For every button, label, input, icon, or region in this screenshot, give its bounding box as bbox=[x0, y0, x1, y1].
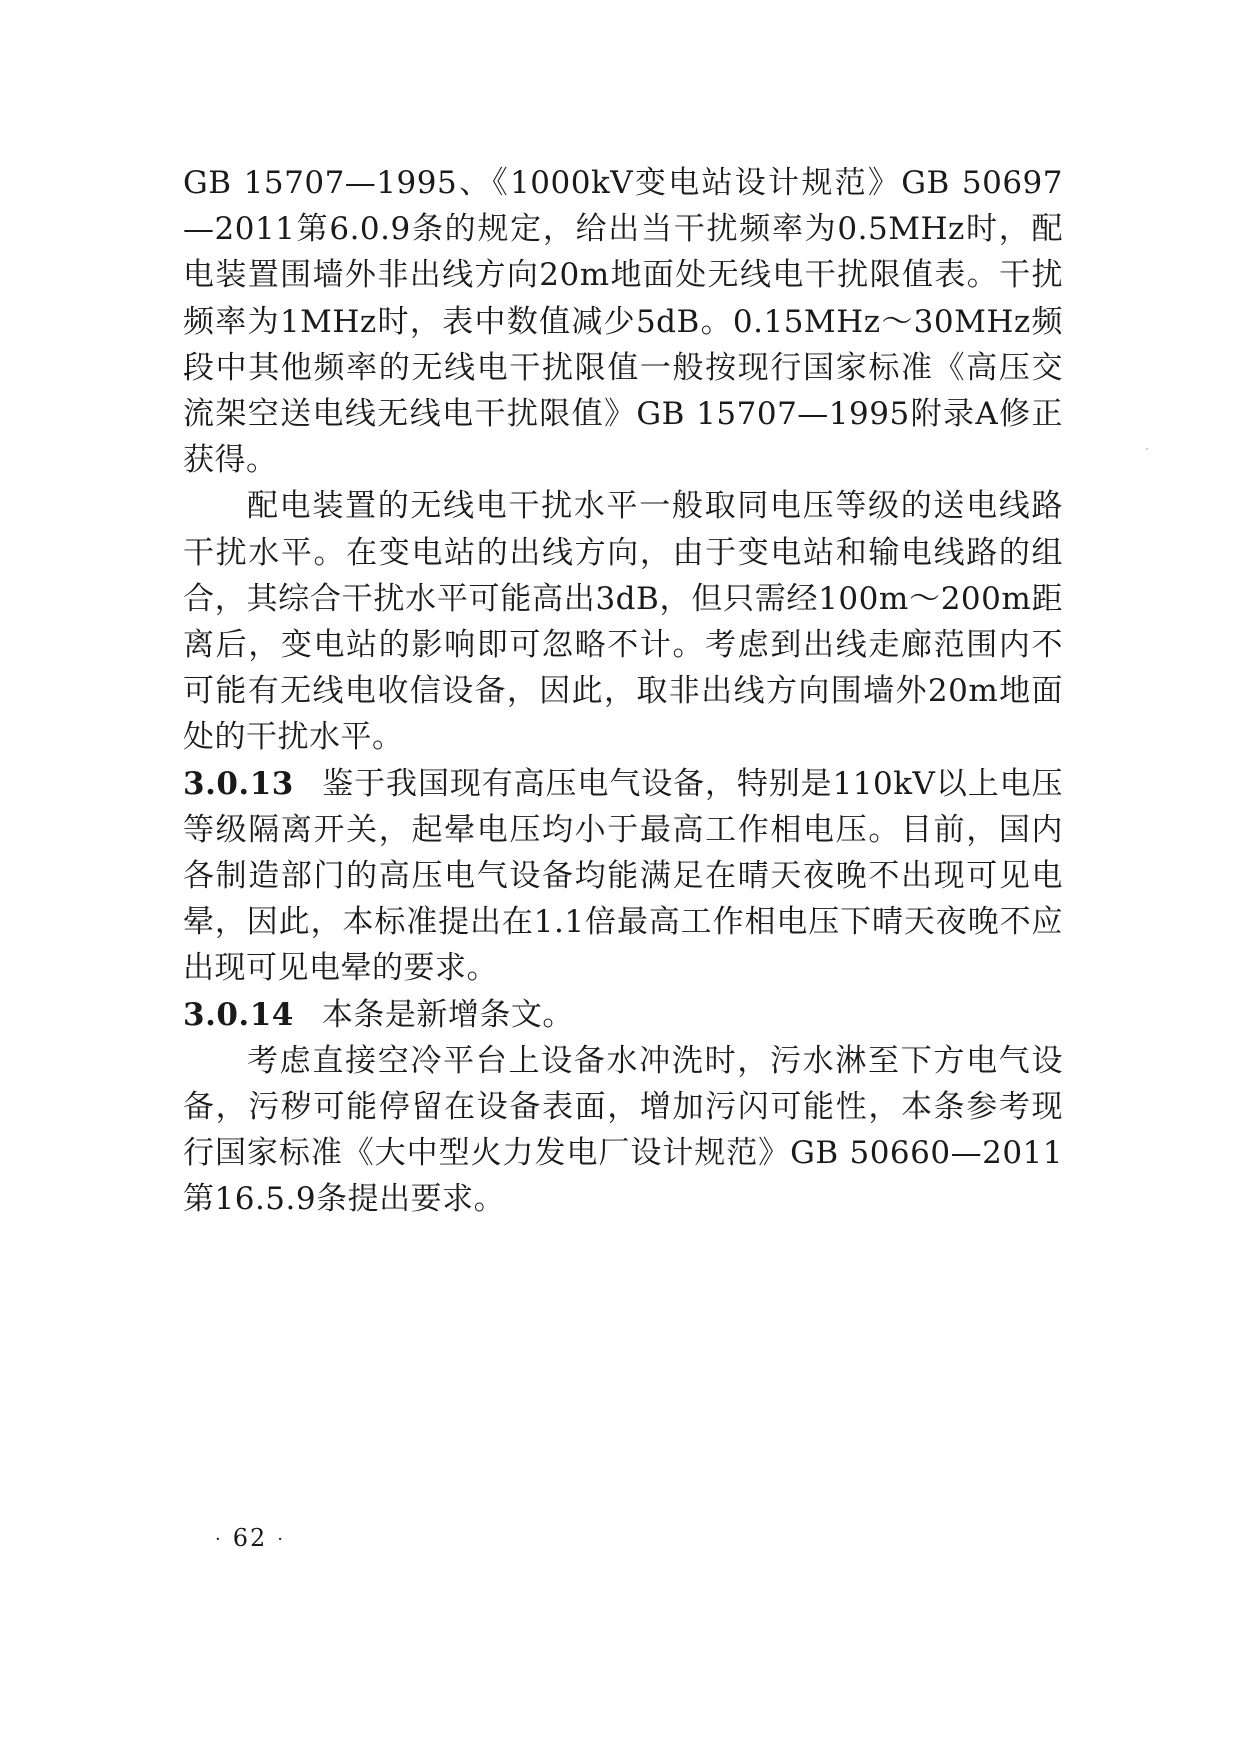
clause-3-0-13 bbox=[183, 761, 1063, 992]
paragraph-air-cooling: 考虑直接空冷平台上设备水冲洗时，污水淋至下方电气设备，污秽可能停留在设备表面，增加污闪可能性，本条参考现行国家标准《大中型火力发电厂设计规范》GB 50660—2011第16.5.9条提出要求。 bbox=[183, 1042, 1063, 1218]
clause-number: 3.0.13 bbox=[183, 765, 294, 802]
page-number-dot-right: · bbox=[277, 1529, 286, 1550]
clause-text: 本条是新增条文。 bbox=[321, 996, 574, 1033]
clause-text: 鉴于我国现有高压电气设备，特别是110kV以上电压等级隔离开关，起晕电压均小于最高工作相电压。目前，国内各制造部门的高压电气设备均能满足在晴天夜晚不出现可见电晕，因此，本标准提出在1.1倍最高工作相电压下晴天夜晚不应出现可见电晕的要求。 bbox=[183, 765, 1063, 987]
page-number-value: 62 bbox=[232, 1524, 268, 1552]
paragraph-continuation: GB 15707—1995、《1000kV变电站设计规范》GB 50697—2011第6.0.9条的规定，给出当干扰频率为0.5MHz时，配电装置围墙外非出线方向20m地面处无线电干扰限值表。干扰频率为1MHz时，表中数值减少5dB。0.15MHz～30MHz频段中其他频率的无线电干扰限值一般按现行国家标准《高压交流架空送电线无线电干扰限值》GB 15707—1995附录A修正获得。 bbox=[183, 165, 1063, 479]
clause-3-0-14 bbox=[183, 992, 1063, 1038]
page-number bbox=[205, 1524, 295, 1552]
page-number-dot-left: · bbox=[215, 1529, 223, 1550]
body-text bbox=[183, 160, 1063, 1223]
paragraph-interference-level: 配电装置的无线电干扰水平一般取同电压等级的送电线路干扰水平。在变电站的出线方向，由于变电站和输电线路的组合，其综合干扰水平可能高出3dB，但只需经100m～200m距离后，变电站的影响即可忽略不计。考虑到出线走廊范围内不可能有无线电收信设备，因此，取非出线方向围墙外20m地面处的干扰水平。 bbox=[183, 488, 1063, 756]
clause-number: 3.0.14 bbox=[183, 996, 294, 1033]
scan-speck bbox=[1146, 448, 1148, 450]
